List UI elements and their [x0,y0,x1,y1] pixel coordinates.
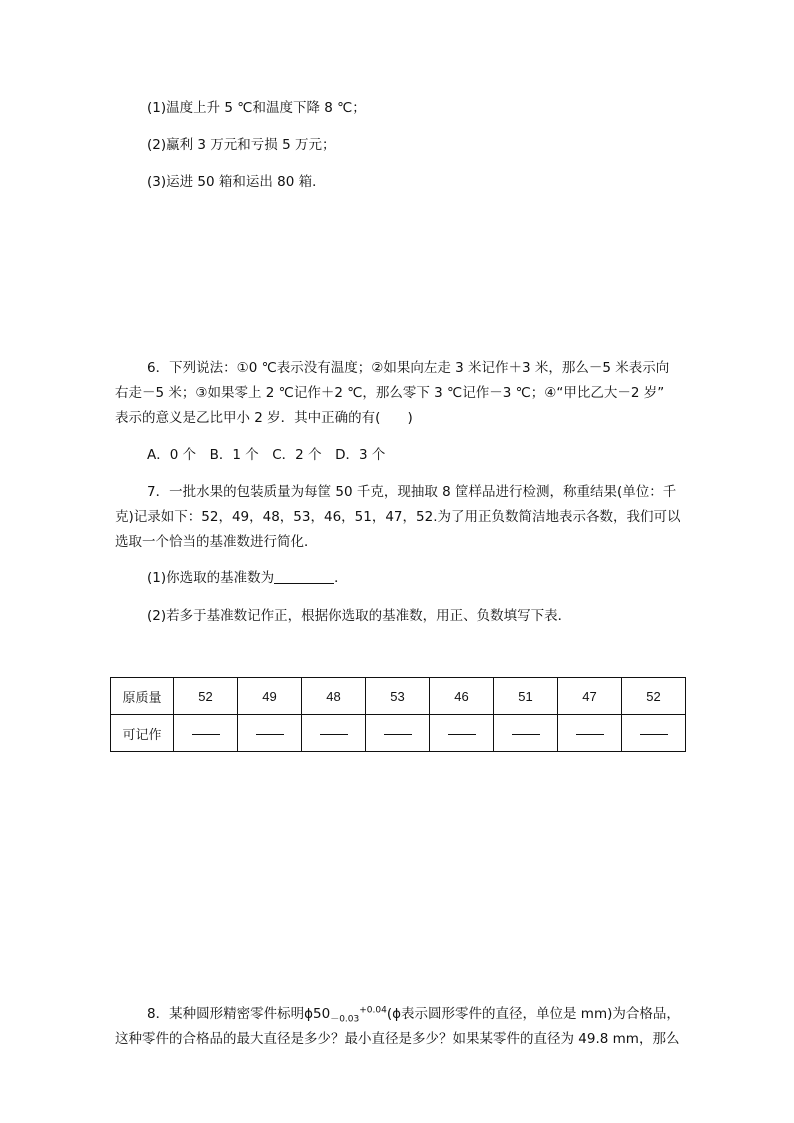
answer-blank-cell[interactable] [622,715,686,752]
answer-line [192,734,220,735]
tolerance-lower: －0.03 [330,1014,360,1025]
answer-blank-cell[interactable] [238,715,302,752]
q7-sub-1 [147,568,348,588]
q7-line-2: 克)记录如下：52，49，48，53，46，51，47，52.为了用正负数简洁地表示各数，我们可以 [115,509,681,525]
q7-sub-2: (2)若多于基准数记作正，根据你选取的基准数，用正、负数填写下表． [147,608,572,624]
answer-blank-cell[interactable] [366,715,430,752]
q6-options: A．0 个 B．1 个 C．2 个 D．3 个 [147,447,386,463]
q7-line-1: 7．一批水果的包装质量为每筐 50 千克，现抽取 8 筐样品进行检测，称重结果(单位：千 [147,484,677,500]
answer-blank[interactable] [274,569,334,584]
table-cell: 51 [494,678,558,715]
q6-line-3: 表示的意义是乙比甲小 2 岁．其中正确的有( ) [115,410,413,426]
table-cell: 48 [302,678,366,715]
table-cell: 52 [174,678,238,715]
answer-blank-cell[interactable] [174,715,238,752]
answer-line [448,734,476,735]
q5-item-1: (1)温度上升 5 ℃和温度下降 8 ℃； [147,100,366,116]
answer-blank-cell[interactable] [558,715,622,752]
q6-line-1: 6．下列说法：①0 ℃表示没有温度；②如果向左走 3 米记作＋3 米，那么－5 米表示向 [147,360,670,376]
row-label-original-weight: 原质量 [111,678,174,715]
tolerance-base: 50 [313,1006,331,1022]
tolerance-upper: +0.04 [359,1005,387,1016]
q6-line-2: 右走－5 米；③如果零上 2 ℃记作＋2 ℃，那么零下 3 ℃记作－3 ℃；④“甲比乙大－2 岁” [115,385,665,401]
table-cell: 52 [622,678,686,715]
answer-line [384,734,412,735]
phi-symbol: ϕ [304,1006,313,1022]
answer-line [256,734,284,735]
answer-line [512,734,540,735]
table-row [111,715,686,752]
q8-line-1 [147,1004,680,1024]
q7-sub-1-prefix: (1)你选取的基准数为 [147,570,275,586]
answer-line [640,734,668,735]
answer-blank-cell[interactable] [302,715,366,752]
table-cell: 53 [366,678,430,715]
table-cell: 47 [558,678,622,715]
row-label-recorded-as: 可记作 [111,715,174,752]
q8-line-2: 这种零件的合格品的最大直径是多少？最小直径是多少？如果某零件的直径为 49.8 mm，那么 [115,1031,680,1047]
q7-sub-1-suffix: ． [334,570,348,586]
answer-line [576,734,604,735]
answer-blank-cell[interactable] [494,715,558,752]
q8-suffix: (ϕ表示圆形零件的直径，单位是 mm)为合格品， [386,1006,680,1022]
table-cell: 49 [238,678,302,715]
q5-item-2: (2)赢利 3 万元和亏损 5 万元； [147,137,336,153]
q7-line-3: 选取一个恰当的基准数进行简化． [115,534,318,550]
table-cell: 46 [430,678,494,715]
q5-item-3: (3)运进 50 箱和运出 80 箱． [147,174,326,190]
q8-prefix: 8．某种圆形精密零件标明 [147,1006,305,1022]
answer-blank-cell[interactable] [430,715,494,752]
table-row [111,678,686,715]
weight-table [110,677,686,752]
answer-line [320,734,348,735]
